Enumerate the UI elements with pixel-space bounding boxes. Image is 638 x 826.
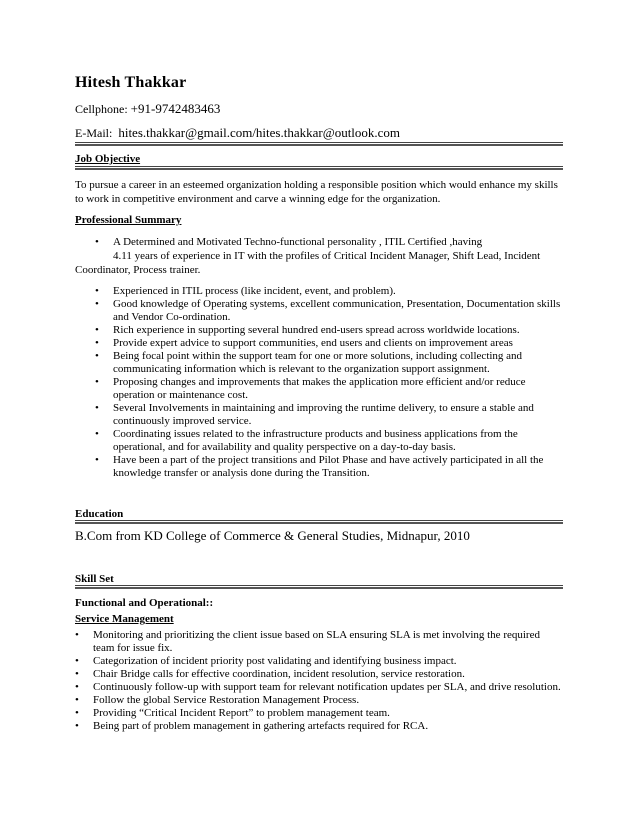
cellphone-line — [75, 101, 220, 117]
list-item-text: Being part of problem management in gathering artefacts required for RCA. — [93, 720, 429, 732]
list-item — [75, 707, 563, 720]
summary-intro-text: A Determined and Motivated Techno-functional personality , ITIL Certified ,having — [113, 236, 483, 248]
summary-intro-list — [95, 236, 563, 249]
list-item-text: Rich experience in supporting several hundred end-users spread across worldwide locations. — [113, 324, 520, 336]
summary-intro-continuation: 4.11 years of experience in IT with the profiles of Critical Incident Manager, Shift Lead, Incident — [113, 250, 541, 262]
email-value: hites.thakkar@gmail.com/hites.thakkar@outlook.com — [118, 125, 401, 140]
education-heading: Education — [75, 508, 124, 520]
list-item-text: Continuously follow-up with support team for relevant notification updates per SLA, and drive resolution. — [93, 681, 561, 693]
list-item-text: Experienced in ITIL process (like incident, event, and problem). — [113, 285, 396, 297]
list-item-text: Providing “Critical Incident Report” to problem management team. — [93, 707, 390, 719]
list-item — [75, 694, 563, 707]
email-line — [75, 125, 400, 141]
bullet-icon: • — [95, 285, 99, 297]
skill-set-heading: Skill Set — [75, 573, 114, 585]
candidate-name: Hitesh Thakkar — [75, 74, 187, 91]
list-item-text: Several Involvements in maintaining and improving the runtime delivery, to ensure a stable and continuously improved service. — [113, 402, 534, 427]
list-item — [75, 668, 563, 681]
service-management-heading: Service Management — [75, 613, 174, 625]
bullet-icon: • — [95, 454, 99, 466]
bullet-icon: • — [95, 428, 99, 440]
header-divider — [75, 142, 563, 146]
bullet-icon: • — [95, 236, 99, 248]
list-item — [95, 337, 563, 350]
list-item — [75, 720, 563, 733]
bullet-icon: • — [95, 376, 99, 388]
cellphone-label: Cellphone: — [75, 102, 128, 116]
list-item — [95, 428, 563, 454]
job-objective-divider — [75, 166, 563, 170]
list-item-text: Provide expert advice to support communities, end users and clients on improvement areas — [113, 337, 513, 349]
skill-set-divider — [75, 585, 563, 589]
professional-summary-heading: Professional Summary — [75, 214, 182, 226]
bullet-icon: • — [75, 629, 79, 641]
list-item — [95, 402, 563, 428]
bullet-icon: • — [75, 707, 79, 719]
list-item-text: Chair Bridge calls for effective coordination, incident resolution, service restoration. — [93, 668, 465, 680]
bullet-icon: • — [95, 298, 99, 310]
bullet-icon: • — [75, 720, 79, 732]
summary-intro-continuation-2: Coordinator, Process trainer. — [75, 264, 201, 276]
cellphone-value: +91-9742483463 — [130, 101, 221, 116]
job-objective-text: To pursue a career in an esteemed organization holding a responsible position which would enhance my skills to work in competitive environment and carve a winning edge for the organization. — [75, 179, 558, 205]
list-item — [95, 236, 563, 249]
bullet-icon: • — [75, 694, 79, 706]
list-item — [95, 454, 563, 480]
functional-operational-heading: Functional and Operational:: — [75, 597, 214, 609]
job-objective-heading: Job Objective — [75, 153, 141, 165]
list-item-text: Categorization of incident priority post validating and identifying business impact. — [93, 655, 457, 667]
list-item-text: Proposing changes and improvements that makes the application more efficient and/or reduce operation or maintenance cost. — [113, 376, 526, 401]
list-item — [95, 285, 563, 298]
education-text: B.Com from KD College of Commerce & General Studies, Midnapur, 2010 — [75, 528, 470, 543]
bullet-icon: • — [95, 324, 99, 336]
list-item-text: Coordinating issues related to the infrastructure products and business applications from the operational, and for availability and quality perspective on a day-to-day basis. — [113, 428, 518, 453]
list-item — [95, 376, 563, 402]
list-item-text: Have been a part of the project transitions and Pilot Phase and have actively participated in all the knowledge transfer or analysis done during the Transition. — [113, 454, 544, 479]
list-item — [75, 655, 563, 668]
bullet-icon: • — [75, 668, 79, 680]
list-item — [95, 350, 563, 376]
list-item-text: Monitoring and prioritizing the client issue based on SLA ensuring SLA is met involving the required team for issue fix. — [93, 629, 540, 654]
list-item — [75, 629, 563, 655]
list-item — [95, 298, 563, 324]
bullet-icon: • — [75, 655, 79, 667]
list-item — [75, 681, 563, 694]
bullet-icon: • — [75, 681, 79, 693]
list-item-text: Being focal point within the support team for one or more solutions, including collecting and communicating information which is relevant to the organization support assignment. — [113, 350, 523, 375]
bullet-icon: • — [95, 337, 99, 349]
list-item-text: Follow the global Service Restoration Management Process. — [93, 694, 360, 706]
bullet-icon: • — [95, 350, 99, 362]
list-item-text: Good knowledge of Operating systems, excellent communication, Presentation, Documentation skills and Vendor Co-ordination. — [113, 298, 561, 323]
email-label: E-Mail: — [75, 126, 113, 140]
list-item — [95, 324, 563, 337]
service-management-list — [75, 629, 563, 733]
bullet-icon: • — [95, 402, 99, 414]
education-divider — [75, 520, 563, 524]
summary-bullet-list — [95, 285, 563, 480]
